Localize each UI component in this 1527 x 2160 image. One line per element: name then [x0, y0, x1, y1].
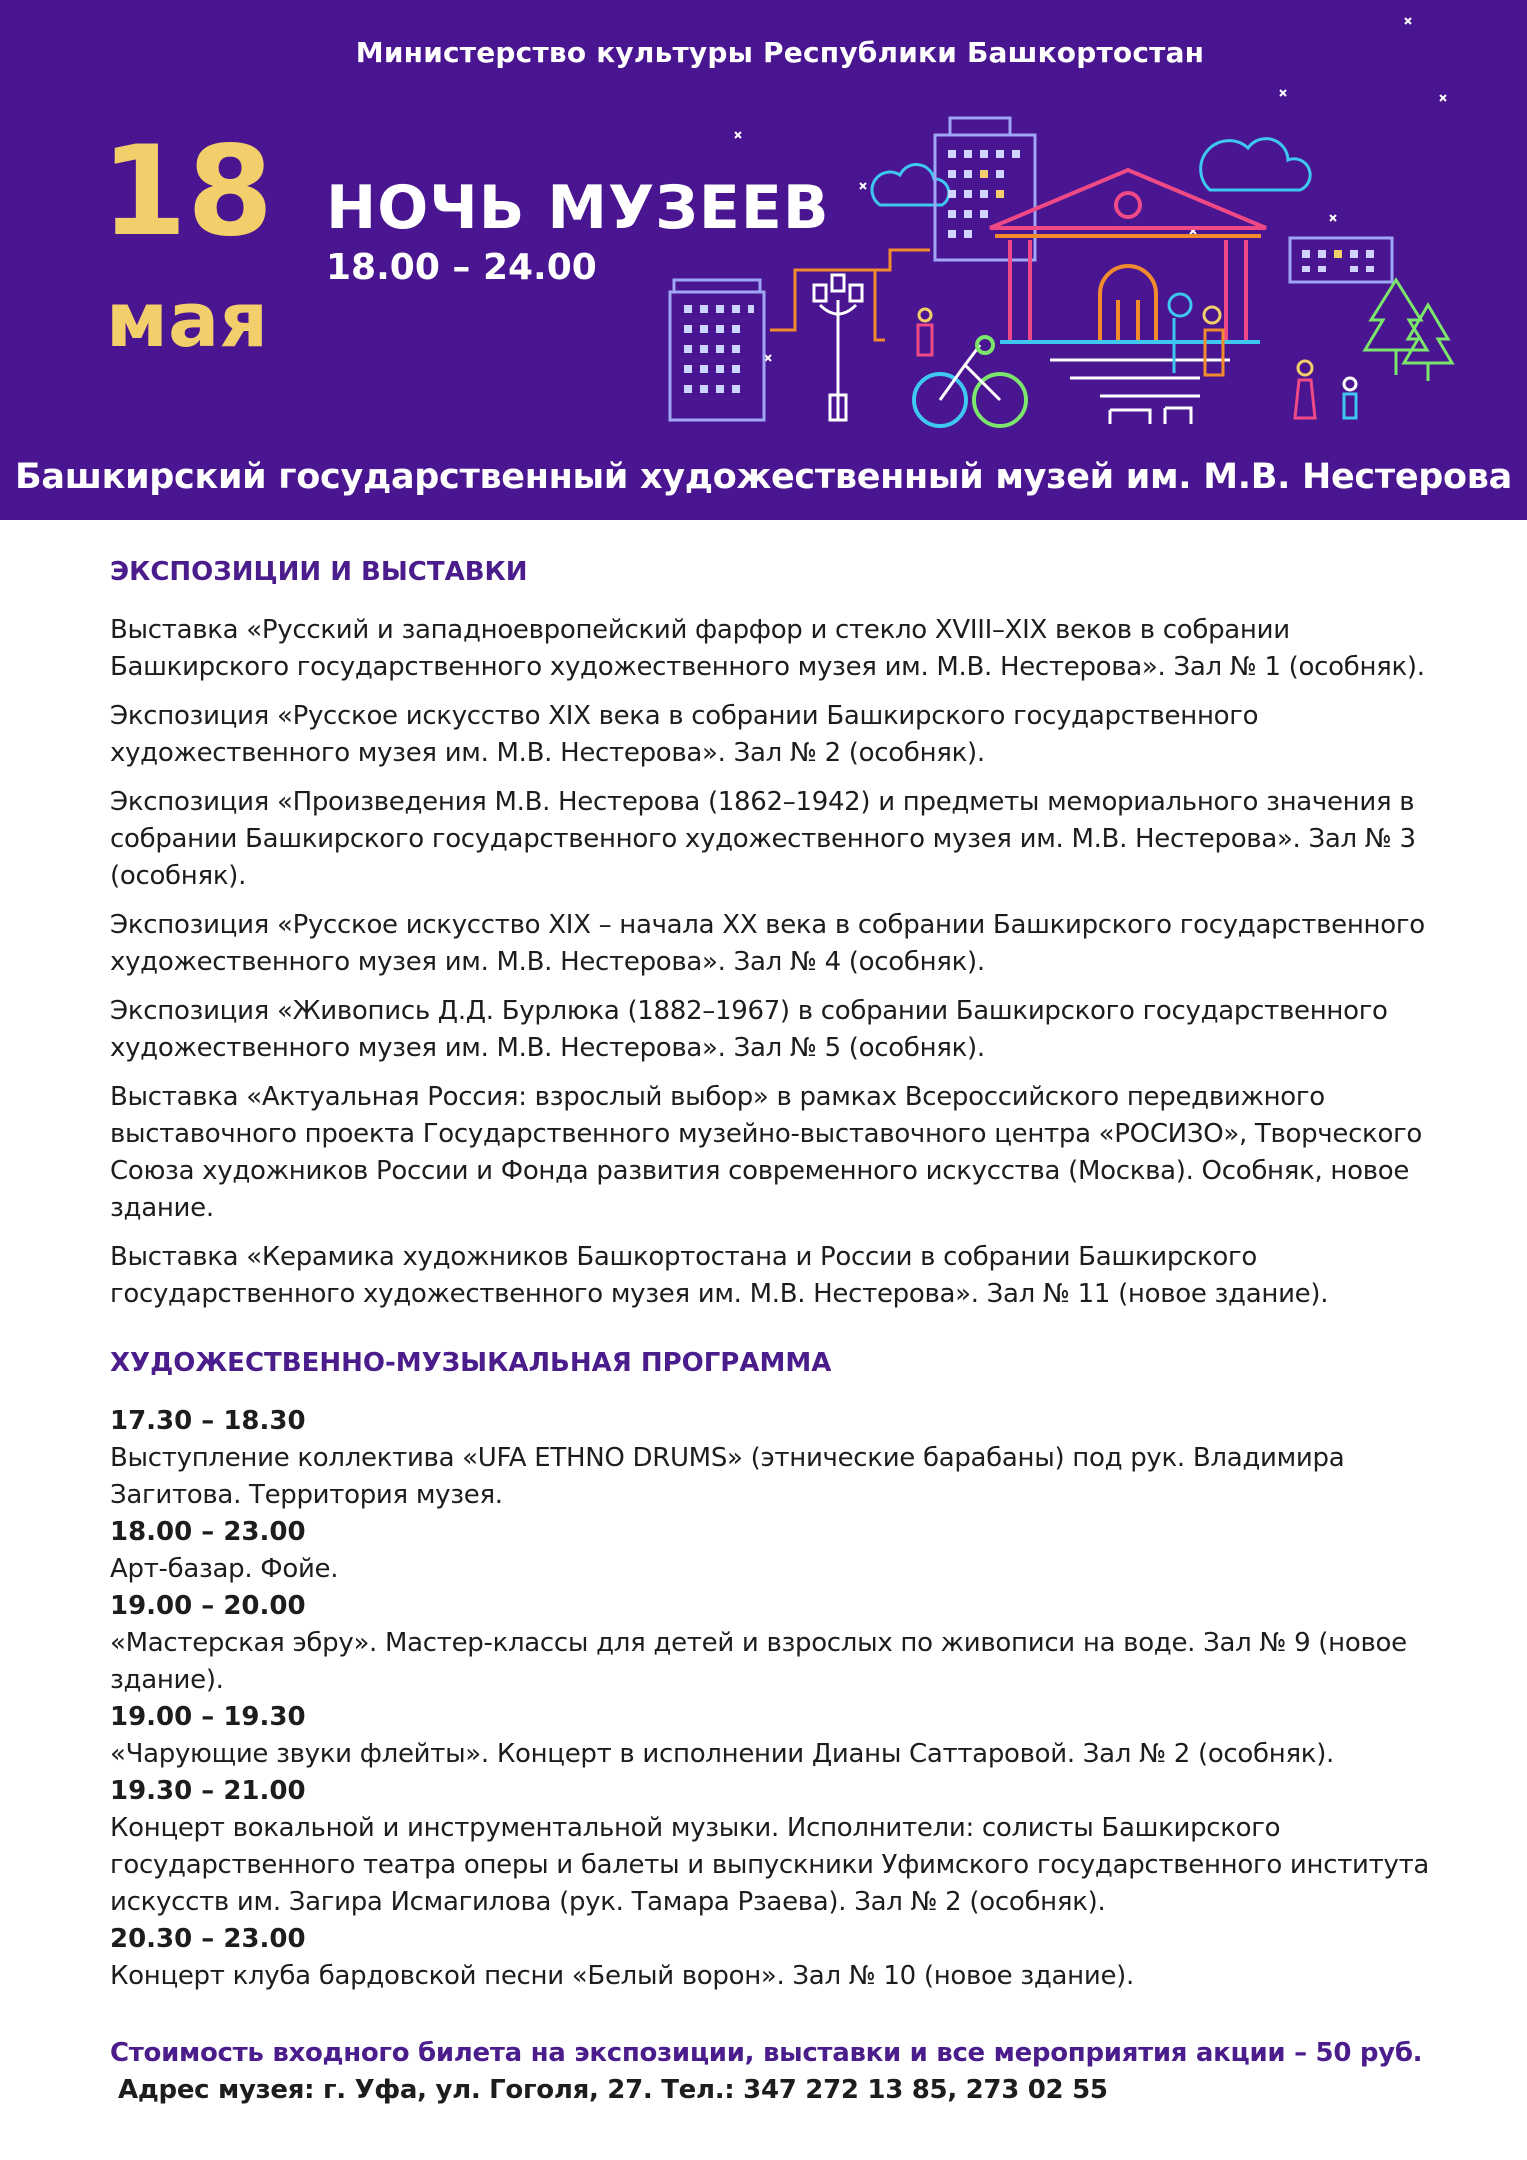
- event-title: НОЧЬ МУЗЕЕВ: [326, 173, 830, 243]
- tree-icon: [1365, 280, 1452, 381]
- exhibition-item: Выставка «Русский и западноевропейский фарфор и стекло XVIII–XIX веков в собрании Башкирского государственного художественного музея им. М.В. Нестерова». Зал № 1 (особняк).: [110, 614, 1425, 682]
- lamp-icon: [814, 275, 862, 420]
- program-section: [110, 1347, 1440, 1995]
- program-heading: ХУДОЖЕСТВЕННО-МУЗЫКАЛЬНАЯ ПРОГРАММА: [110, 1347, 832, 1378]
- event-time: 18.00 – 24.00: [326, 247, 597, 288]
- cloud-icon: [1201, 139, 1310, 190]
- program-event: [110, 1514, 1440, 1588]
- program-event: [110, 1588, 1440, 1699]
- building-icon: [935, 118, 1035, 260]
- event-time-range: 19.00 – 20.00: [110, 1590, 306, 1621]
- event-time-range: 17.30 – 18.30: [110, 1405, 306, 1436]
- stars-icon: [735, 18, 1446, 361]
- exhibition-item: Экспозиция «Живопись Д.Д. Бурлюка (1882–1967) в собрании Башкирского государственного художественного музея им. М.В. Нестерова». Зал № 5 (особняк).: [110, 995, 1388, 1063]
- museum-name: Башкирский государственный художественный музей им. М.В. Нестерова: [15, 457, 1512, 497]
- main-content: [110, 556, 1440, 2109]
- event-date-month: мая: [105, 275, 269, 364]
- cloud-icon: [872, 165, 949, 205]
- exhibition-item: Выставка «Актуальная Россия: взрослый выбор» в рамках Всероссийского передвижного выставочного проекта Государственного музейно-выставочного центра «РОСИЗО», Творческого Союза художников России и Фонда развития современного искусства (Москва). Особняк, новое здание.: [110, 1081, 1423, 1223]
- exhibition-item: Экспозиция «Произведения М.В. Нестерова (1862–1942) и предметы мемориального значения в собрании Башкирского государственного художественного музея им. М.В. Нестерова». Зал № 3 (особняк).: [110, 786, 1416, 891]
- event-description: Выступление коллектива «UFA ETHNO DRUMS» (этнические барабаны) под рук. Владимира Загитова. Территория музея.: [110, 1442, 1345, 1510]
- ministry-name: Министерство культуры Республики Башкортостан: [355, 36, 1205, 69]
- header-banner: [0, 0, 1527, 520]
- museum-address: Адрес музея: г. Уфа, ул. Гоголя, 27. Тел.: 347 272 13 85, 273 02 55: [118, 2074, 1108, 2105]
- exhibition-item: Экспозиция «Русское искусство XIX – начала XX века в собрании Башкирского государственного художественного музея им. М.В. Нестерова». Зал № 4 (особняк).: [110, 909, 1425, 977]
- program-event: [110, 1921, 1440, 1995]
- event-time-range: 19.30 – 21.00: [110, 1775, 306, 1806]
- program-event: [110, 1403, 1440, 1514]
- event-time-range: 18.00 – 23.00: [110, 1516, 306, 1547]
- exhibitions-heading: ЭКСПОЗИЦИИ И ВЫСТАВКИ: [110, 557, 528, 587]
- program-event: [110, 1773, 1440, 1921]
- event-time-range: 19.00 – 19.30: [110, 1701, 306, 1732]
- exhibitions-list: [110, 612, 1440, 1313]
- event-description: «Мастерская эбру». Мастер-классы для детей и взрослых по живописи на воде. Зал № 9 (новое здание).: [110, 1627, 1407, 1695]
- event-description: Арт-базар. Фойе.: [110, 1553, 339, 1584]
- event-description: «Чарующие звуки флейты». Концерт в исполнении Дианы Саттаровой. Зал № 2 (особняк).: [110, 1738, 1335, 1769]
- event-description: Концерт вокальной и инструментальной музыки. Исполнители: солисты Башкирского государственного театра оперы и балеты и выпускники Уфимского государственного института искусств им. Загира Исмагилова (рук. Тамара Рзаева). Зал № 2 (особняк).: [110, 1812, 1430, 1917]
- event-date-day: 18: [100, 120, 274, 264]
- bench-icon: [1110, 408, 1191, 424]
- museum-icon: [990, 170, 1266, 396]
- ticket-price: Стоимость входного билета на экспозиции, выставки и все мероприятия акции – 50 руб.: [110, 2037, 1423, 2068]
- building-icon: [1290, 238, 1392, 282]
- event-time-range: 20.30 – 23.00: [110, 1923, 306, 1954]
- program-event: [110, 1699, 1440, 1773]
- event-description: Концерт клуба бардовской песни «Белый ворон». Зал № 10 (новое здание).: [110, 1960, 1134, 1991]
- exhibition-item: Экспозиция «Русское искусство XIX века в собрании Башкирского государственного художественного музея им. М.В. Нестерова». Зал № 2 (особняк).: [110, 700, 1259, 768]
- exhibition-item: Выставка «Керамика художников Башкортостана и России в собрании Башкирского государственного художественного музея им. М.В. Нестерова». Зал № 11 (новое здание).: [110, 1241, 1329, 1309]
